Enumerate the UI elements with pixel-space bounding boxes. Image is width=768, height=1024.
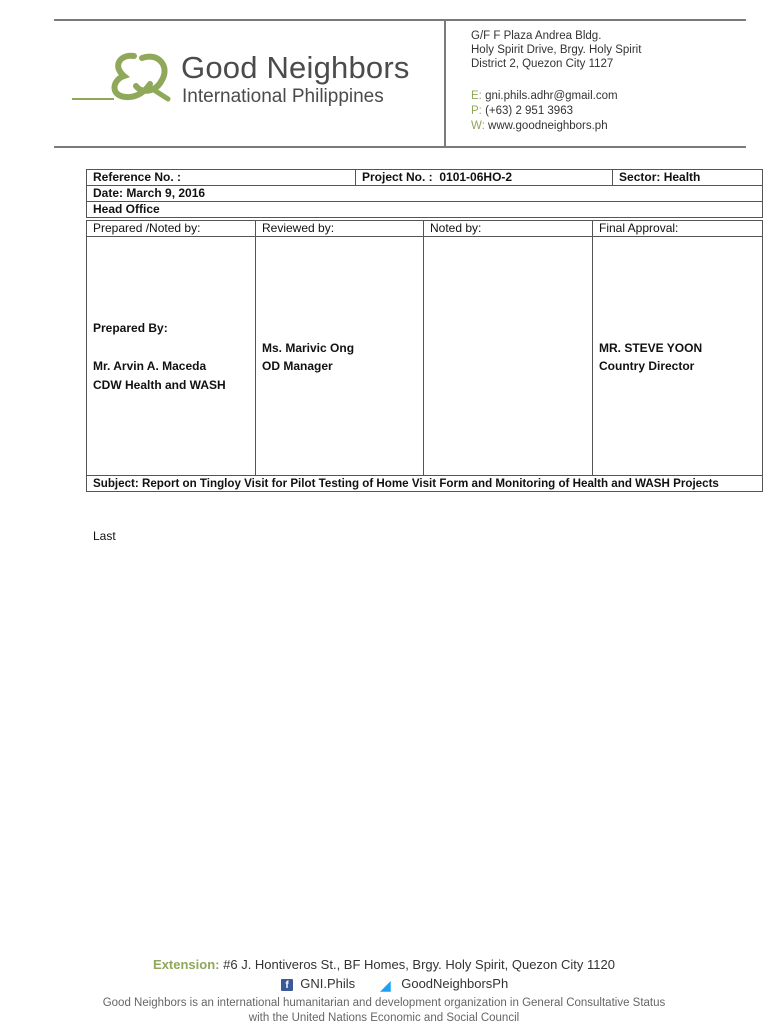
facebook-handle: GNI.Phils (300, 976, 356, 991)
office-value: Head Office (93, 202, 160, 216)
org-name: Good Neighbors (181, 50, 410, 85)
reviewed-name: Ms. Marivic Ong (262, 341, 355, 355)
reviewed-title: OD Manager (262, 359, 333, 373)
reviewed-cell (256, 237, 424, 476)
table-row (87, 221, 763, 237)
address-line-2: Holy Spirit Drive, Brgy. Holy Spirit (471, 44, 642, 56)
header-bottom-rule (54, 146, 746, 148)
col-noted-header: Noted by: (424, 221, 593, 237)
extension-address: #6 J. Hontiveros St., BF Homes, Brgy. Holy Spirit, Quezon City 1120 (223, 957, 615, 972)
phone-label: P: (471, 105, 482, 117)
sector-cell (613, 170, 763, 186)
twitter-handle: GoodNeighborsPh (401, 976, 509, 991)
twitter-link[interactable] (380, 976, 508, 991)
twitter-icon: ◢ (380, 976, 391, 993)
footer-extension (0, 957, 768, 972)
reference-cell (87, 170, 356, 186)
final-title: Country Director (599, 359, 695, 373)
date-cell (87, 186, 763, 202)
web-label: W: (471, 120, 485, 132)
prepared-title: CDW Health and WASH (93, 378, 226, 392)
project-cell (356, 170, 613, 186)
noted-cell (424, 237, 593, 476)
table-row (87, 237, 763, 476)
phone-line (471, 105, 573, 117)
subject-text: Subject: Report on Tingloy Visit for Pilot Testing of Home Visit Form and Monitoring of Health and WASH Projects (93, 477, 719, 490)
final-name: MR. STEVE YOON (599, 341, 703, 355)
email-label: E: (471, 90, 482, 102)
project-value: 0101-06HO-2 (439, 170, 513, 184)
prepared-name: Mr. Arvin A. Maceda (93, 359, 207, 373)
footer-statement-line-1: Good Neighbors is an international humanitarian and development organization in General Consultative Status (102, 997, 666, 1009)
reference-label: Reference No. : (93, 170, 182, 184)
table-row (87, 170, 763, 186)
address-line-3: District 2, Quezon City 1127 (471, 58, 614, 70)
date-value: Date: March 9, 2016 (93, 186, 206, 200)
table-row (87, 186, 763, 202)
facebook-link[interactable] (281, 976, 355, 991)
sector-value: Sector: Health (619, 170, 701, 184)
prepared-cell (87, 237, 256, 476)
email-line (471, 90, 618, 102)
signatory-table (86, 220, 763, 492)
project-label: Project No. : (362, 170, 433, 184)
org-subtitle: International Philippines (182, 86, 384, 107)
prepared-heading: Prepared By: (93, 321, 168, 335)
body-text: Last (93, 529, 116, 543)
facebook-icon: f (281, 979, 293, 991)
header-divider (444, 19, 446, 148)
phone-value: (+63) 2 951 3963 (485, 105, 573, 117)
subject-cell (87, 476, 763, 492)
col-reviewed-header: Reviewed by: (256, 221, 424, 237)
web-line (471, 120, 608, 132)
email-value[interactable]: gni.phils.adhr@gmail.com (485, 90, 618, 102)
logo-mark-icon (72, 50, 182, 102)
col-prepared-header: Prepared /Noted by: (87, 221, 256, 237)
address-line-1: G/F F Plaza Andrea Bldg. (471, 30, 602, 42)
col-final-header: Final Approval: (593, 221, 763, 237)
office-cell (87, 202, 763, 218)
footer-statement-line-2: with the United Nations Economic and Social Council (248, 1012, 520, 1024)
web-value[interactable]: www.goodneighbors.ph (488, 120, 608, 132)
extension-label: Extension: (153, 957, 220, 972)
logo (72, 50, 182, 102)
table-row (87, 202, 763, 218)
table-row (87, 476, 763, 492)
header-top-rule (54, 19, 746, 21)
approval-form-table (86, 169, 763, 218)
final-cell (593, 237, 763, 476)
